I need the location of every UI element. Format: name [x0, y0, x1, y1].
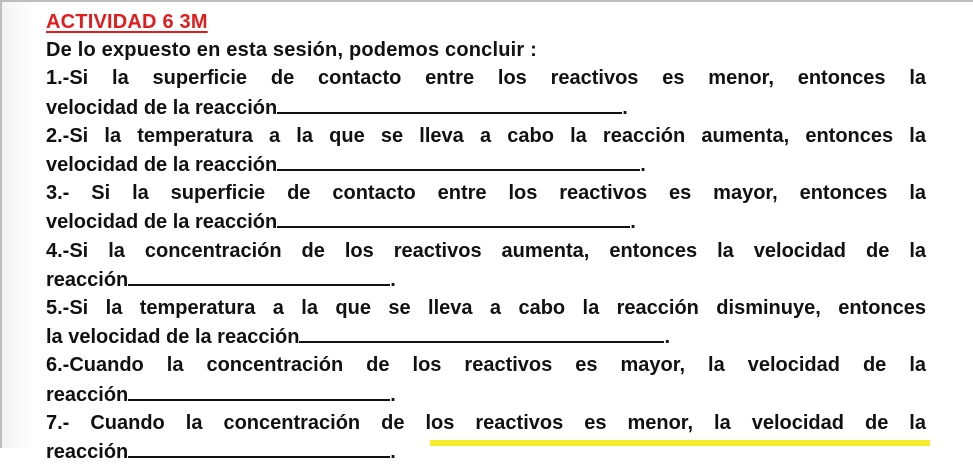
answer-blank[interactable]: [277, 93, 622, 114]
statement-line: 6.-Cuando la concentración de los reactivos es mayor, la velocidad de la: [46, 354, 926, 377]
statement-continuation: velocidad de la reacción: [46, 154, 278, 177]
answer-blank[interactable]: [128, 265, 390, 286]
statement-line: 1.-Si la superficie de contacto entre los reactivos es menor, entonces la: [46, 67, 926, 90]
statement-line: 7.- Cuando la concentración de los reactivos es menor, la velocidad de la: [46, 411, 926, 434]
list-item: [46, 294, 926, 351]
answer-line: [46, 150, 926, 179]
answer-line: [46, 265, 926, 294]
statement-line: 5.-Si la temperatura a la que se lleva a cabo la reacción disminuye, entonces: [46, 297, 926, 320]
activity-title: ACTIVIDAD 6 3M: [46, 11, 208, 33]
activity-sheet: [46, 8, 926, 466]
answer-blank[interactable]: [277, 207, 630, 228]
line-end: .: [664, 326, 671, 349]
line-end: .: [630, 211, 636, 234]
statement-continuation: reacción: [46, 441, 129, 464]
answer-line: [46, 380, 926, 409]
statement-continuation: velocidad de la reacción: [46, 96, 278, 119]
answer-line: [46, 322, 926, 351]
answer-line: [46, 93, 926, 122]
line-end: .: [390, 383, 396, 406]
statement-line: 4.-Si la concentración de los reactivos aumenta, entonces la velocidad de la: [46, 239, 926, 262]
statement-continuation: reacción: [46, 383, 129, 406]
answer-blank[interactable]: [128, 380, 390, 401]
intro-text: De lo expuesto en esta sesión, podemos concluir :: [46, 39, 538, 62]
line-end: .: [640, 154, 646, 177]
highlight-strip: [430, 440, 930, 446]
answer-blank[interactable]: [299, 322, 664, 343]
answer-line: [46, 207, 926, 236]
list-item: [46, 237, 926, 294]
statement-line: 2.-Si la temperatura a la que se lleva a cabo la reacción aumenta, entonces la: [46, 124, 926, 147]
line-end: .: [622, 96, 628, 119]
list-item: [46, 122, 926, 179]
line-end: .: [390, 441, 396, 464]
statement-continuation: velocidad de la reacción: [46, 211, 278, 234]
list-item: [46, 64, 926, 121]
answer-blank[interactable]: [277, 150, 640, 171]
list-item: [46, 351, 926, 408]
list-item: [46, 409, 926, 466]
list-item: [46, 179, 926, 236]
statement-continuation: reacción: [46, 268, 129, 291]
statement-line: 3.- Si la superficie de contacto entre los reactivos es mayor, entonces la: [46, 182, 926, 205]
line-end: .: [390, 268, 396, 291]
statement-continuation: la velocidad de la reacción: [46, 326, 300, 349]
